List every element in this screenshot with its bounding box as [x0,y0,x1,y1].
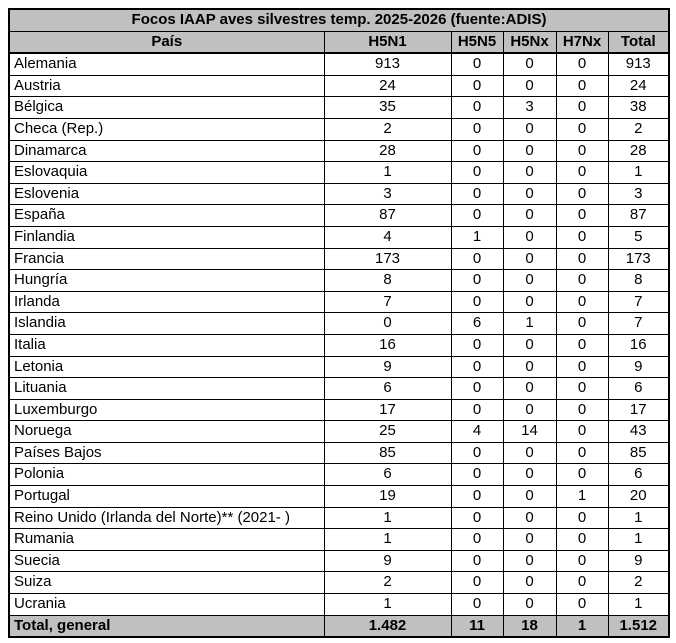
value-cell: 0 [451,97,503,119]
country-cell: Bélgica [9,97,324,119]
country-cell: Noruega [9,421,324,443]
value-cell: 0 [503,572,556,594]
table-row [9,313,669,335]
value-cell: 0 [451,140,503,162]
value-cell: 0 [503,183,556,205]
country-cell: Italia [9,334,324,356]
country-cell: Dinamarca [9,140,324,162]
value-cell: 0 [556,291,608,313]
value-cell: 0 [503,140,556,162]
value-cell: 0 [556,205,608,227]
value-cell: 173 [608,248,669,270]
table-row [9,399,669,421]
value-cell: 0 [451,550,503,572]
value-cell: 4 [324,226,451,248]
table-row [9,442,669,464]
country-cell: Letonia [9,356,324,378]
value-cell: 0 [503,507,556,529]
value-cell: 0 [556,270,608,292]
total-h5n1: 1.482 [324,615,451,637]
value-cell: 0 [503,442,556,464]
value-cell: 0 [556,550,608,572]
value-cell: 0 [556,53,608,75]
table-row [9,140,669,162]
value-cell: 0 [451,118,503,140]
table-row [9,97,669,119]
value-cell: 0 [556,442,608,464]
table-row [9,291,669,313]
table-row [9,226,669,248]
value-cell: 0 [503,399,556,421]
value-cell: 1 [608,529,669,551]
value-cell: 2 [608,118,669,140]
value-cell: 0 [556,529,608,551]
total-h5nx: 18 [503,615,556,637]
country-cell: Islandia [9,313,324,335]
value-cell: 0 [556,572,608,594]
value-cell: 0 [503,53,556,75]
value-cell: 28 [608,140,669,162]
value-cell: 2 [608,572,669,594]
value-cell: 4 [451,421,503,443]
value-cell: 16 [608,334,669,356]
value-cell: 0 [451,529,503,551]
value-cell: 7 [324,291,451,313]
value-cell: 8 [608,270,669,292]
country-cell: Irlanda [9,291,324,313]
value-cell: 28 [324,140,451,162]
value-cell: 0 [556,97,608,119]
table-title-row [9,9,669,31]
value-cell: 6 [324,464,451,486]
value-cell: 0 [451,334,503,356]
table-total-row [9,615,669,637]
value-cell: 87 [608,205,669,227]
value-cell: 0 [556,399,608,421]
country-cell: Eslovaquia [9,162,324,184]
table-row [9,334,669,356]
country-cell: Portugal [9,486,324,508]
value-cell: 9 [324,550,451,572]
value-cell: 6 [608,378,669,400]
value-cell: 19 [324,486,451,508]
value-cell: 913 [324,53,451,75]
value-cell: 0 [451,464,503,486]
value-cell: 9 [608,550,669,572]
value-cell: 9 [608,356,669,378]
value-cell: 0 [451,183,503,205]
value-cell: 0 [503,75,556,97]
value-cell: 1 [451,226,503,248]
value-cell: 3 [608,183,669,205]
value-cell: 0 [503,118,556,140]
value-cell: 1 [556,486,608,508]
value-cell: 17 [324,399,451,421]
value-cell: 0 [503,162,556,184]
value-cell: 24 [608,75,669,97]
country-cell: Hungría [9,270,324,292]
value-cell: 0 [556,378,608,400]
country-cell: Finlandia [9,226,324,248]
country-cell: Suiza [9,572,324,594]
column-header-total: Total [608,31,669,53]
value-cell: 0 [451,75,503,97]
table-container [8,8,670,638]
column-header-h5nx: H5Nx [503,31,556,53]
value-cell: 2 [324,572,451,594]
value-cell: 0 [503,356,556,378]
country-cell: Reino Unido (Irlanda del Norte)** (2021- ) [9,507,324,529]
value-cell: 0 [451,205,503,227]
value-cell: 6 [608,464,669,486]
table-row [9,572,669,594]
value-cell: 1 [324,529,451,551]
value-cell: 0 [451,594,503,616]
value-cell: 0 [556,313,608,335]
table-row [9,378,669,400]
value-cell: 6 [451,313,503,335]
value-cell: 0 [451,162,503,184]
value-cell: 0 [556,356,608,378]
value-cell: 20 [608,486,669,508]
value-cell: 87 [324,205,451,227]
value-cell: 0 [451,486,503,508]
country-cell: Eslovenia [9,183,324,205]
value-cell: 0 [503,270,556,292]
value-cell: 0 [503,248,556,270]
value-cell: 43 [608,421,669,443]
value-cell: 5 [608,226,669,248]
value-cell: 7 [608,291,669,313]
value-cell: 0 [451,399,503,421]
value-cell: 913 [608,53,669,75]
value-cell: 0 [451,442,503,464]
value-cell: 7 [608,313,669,335]
value-cell: 6 [324,378,451,400]
country-cell: Rumania [9,529,324,551]
table-body [9,53,669,615]
value-cell: 1 [324,162,451,184]
value-cell: 0 [451,53,503,75]
value-cell: 0 [503,594,556,616]
value-cell: 1 [608,507,669,529]
outbreak-table [8,8,670,638]
value-cell: 1 [324,507,451,529]
table-row [9,356,669,378]
table-row [9,118,669,140]
value-cell: 35 [324,97,451,119]
value-cell: 0 [503,334,556,356]
value-cell: 85 [324,442,451,464]
value-cell: 38 [608,97,669,119]
value-cell: 16 [324,334,451,356]
country-cell: Suecia [9,550,324,572]
value-cell: 1 [608,162,669,184]
value-cell: 0 [503,226,556,248]
value-cell: 0 [451,572,503,594]
value-cell: 0 [556,421,608,443]
value-cell: 9 [324,356,451,378]
column-header-h7nx: H7Nx [556,31,608,53]
country-cell: España [9,205,324,227]
country-cell: Austria [9,75,324,97]
country-cell: Checa (Rep.) [9,118,324,140]
value-cell: 25 [324,421,451,443]
value-cell: 17 [608,399,669,421]
table-title: Focos IAAP aves silvestres temp. 2025-2026 (fuente:ADIS) [9,9,669,31]
value-cell: 1 [608,594,669,616]
table-row [9,421,669,443]
table-row [9,248,669,270]
value-cell: 0 [503,486,556,508]
value-cell: 24 [324,75,451,97]
value-cell: 0 [556,248,608,270]
value-cell: 0 [451,378,503,400]
table-row [9,507,669,529]
table-row [9,270,669,292]
country-cell: Alemania [9,53,324,75]
country-cell: Lituania [9,378,324,400]
value-cell: 0 [556,334,608,356]
table-row [9,75,669,97]
total-label: Total, general [9,615,324,637]
value-cell: 0 [556,118,608,140]
table-row [9,464,669,486]
value-cell: 0 [556,140,608,162]
table-row [9,183,669,205]
value-cell: 0 [556,464,608,486]
table-row [9,594,669,616]
table-row [9,486,669,508]
total-h5n5: 11 [451,615,503,637]
country-cell: Polonia [9,464,324,486]
value-cell: 0 [556,594,608,616]
value-cell: 173 [324,248,451,270]
country-cell: Países Bajos [9,442,324,464]
column-header-h5n1: H5N1 [324,31,451,53]
value-cell: 1 [324,594,451,616]
value-cell: 0 [556,226,608,248]
country-cell: Francia [9,248,324,270]
value-cell: 0 [556,75,608,97]
value-cell: 0 [556,183,608,205]
value-cell: 3 [324,183,451,205]
value-cell: 85 [608,442,669,464]
value-cell: 0 [503,378,556,400]
table-row [9,550,669,572]
column-header-h5n5: H5N5 [451,31,503,53]
value-cell: 8 [324,270,451,292]
value-cell: 0 [451,248,503,270]
value-cell: 0 [503,550,556,572]
value-cell: 3 [503,97,556,119]
value-cell: 2 [324,118,451,140]
value-cell: 0 [451,356,503,378]
value-cell: 14 [503,421,556,443]
value-cell: 0 [503,529,556,551]
value-cell: 0 [556,507,608,529]
value-cell: 0 [451,291,503,313]
value-cell: 0 [451,507,503,529]
value-cell: 0 [324,313,451,335]
table-row [9,162,669,184]
value-cell: 1 [503,313,556,335]
country-cell: Luxemburgo [9,399,324,421]
table-row [9,53,669,75]
total-h7nx: 1 [556,615,608,637]
column-header-country: País [9,31,324,53]
country-cell: Ucrania [9,594,324,616]
table-header-row [9,31,669,53]
table-row [9,205,669,227]
value-cell: 0 [556,162,608,184]
value-cell: 0 [451,270,503,292]
total-total: 1.512 [608,615,669,637]
value-cell: 0 [503,464,556,486]
value-cell: 0 [503,291,556,313]
value-cell: 0 [503,205,556,227]
table-row [9,529,669,551]
